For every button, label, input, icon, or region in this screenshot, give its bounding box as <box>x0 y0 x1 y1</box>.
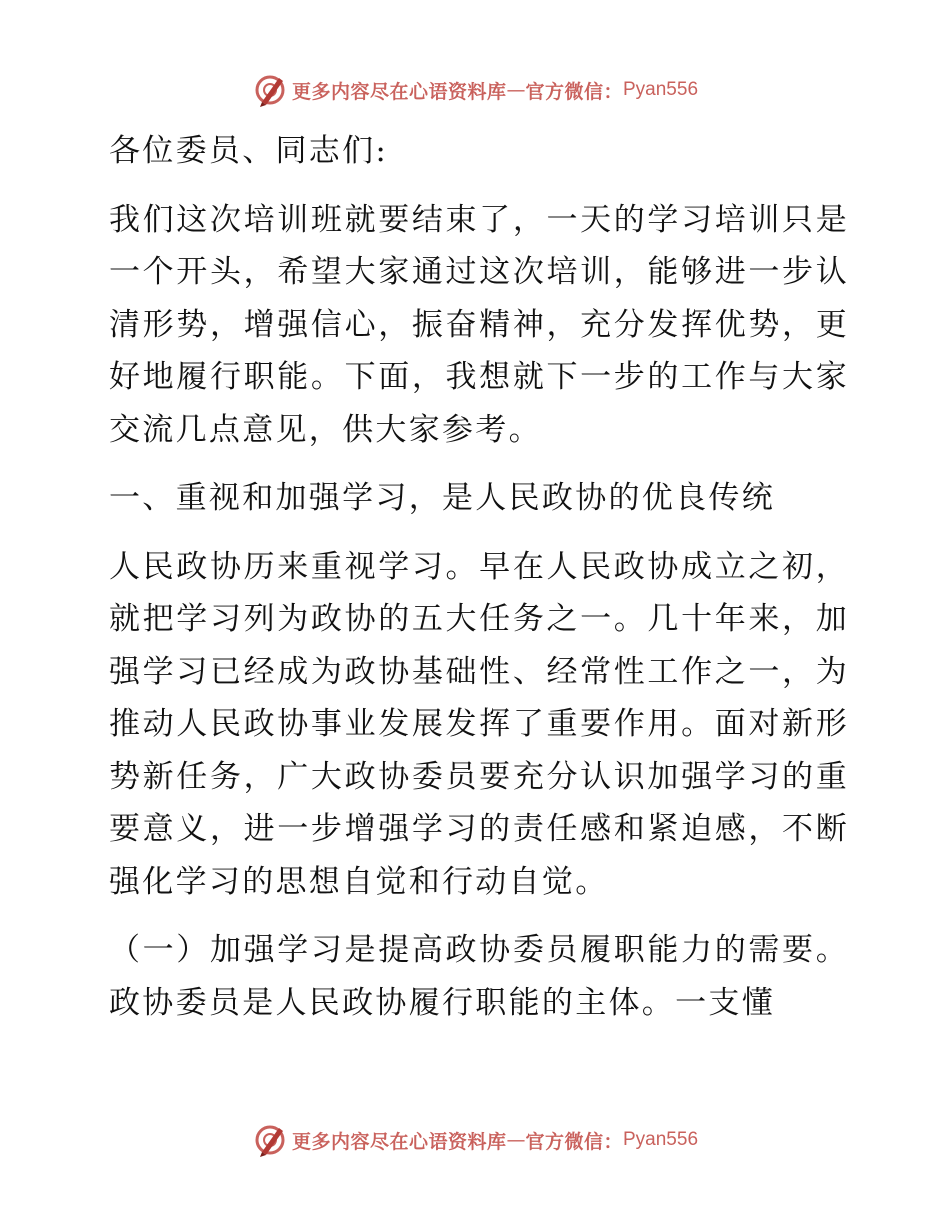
watermark-account-label: 官方微信： <box>525 80 623 103</box>
watermark-text: 更多内容尽在心语资料库 <box>291 80 507 103</box>
document-body <box>97 125 849 1029</box>
salutation: 各位委员、同志们: <box>109 133 389 169</box>
watermark-account-label: 官方微信： <box>525 1130 623 1153</box>
watermark-separator: — <box>506 1129 526 1151</box>
watermark-separator: — <box>506 79 526 101</box>
pen-logo-icon <box>252 72 288 108</box>
watermark-banner-top <box>0 70 950 110</box>
section-paragraph: 人民政协历来重视学习。早在人民政协成立之初，就把学习列为政协的五大任务之一。几十年来，加强学习已经成为政协基础性、经常性工作之一，为推动人民政协事业发展发挥了重要作用。面对新形势新任务，广大政协委员要充分认识加强学习的重要意义，进一步增强学习的责任感和紧迫感，不断强化学习的思想自觉和行动自觉。 <box>109 548 849 900</box>
intro-paragraph: 我们这次培训班就要结束了，一天的学习培训只是一个开头，希望大家通过这次培训，能够进一步认清形势，增强信心，振奋精神，充分发挥优势，更好地履行职能。下面，我想就下一步的工作与大家交流几点意见，供大家参考。 <box>109 201 849 448</box>
watermark-account-handle: Pyan556 <box>623 79 699 100</box>
watermark-text: 更多内容尽在心语资料库 <box>291 1130 507 1153</box>
subsection-paragraph: （一）加强学习是提高政协委员履职能力的需要。政协委员是人民政协履行职能的主体。一支懂 <box>109 932 849 1021</box>
section-heading: 一、重视和加强学习，是人民政协的优良传统 <box>109 480 775 516</box>
watermark-banner-bottom <box>0 1120 950 1160</box>
pen-logo-icon <box>252 1122 288 1158</box>
watermark-account-handle: Pyan556 <box>623 1129 699 1150</box>
